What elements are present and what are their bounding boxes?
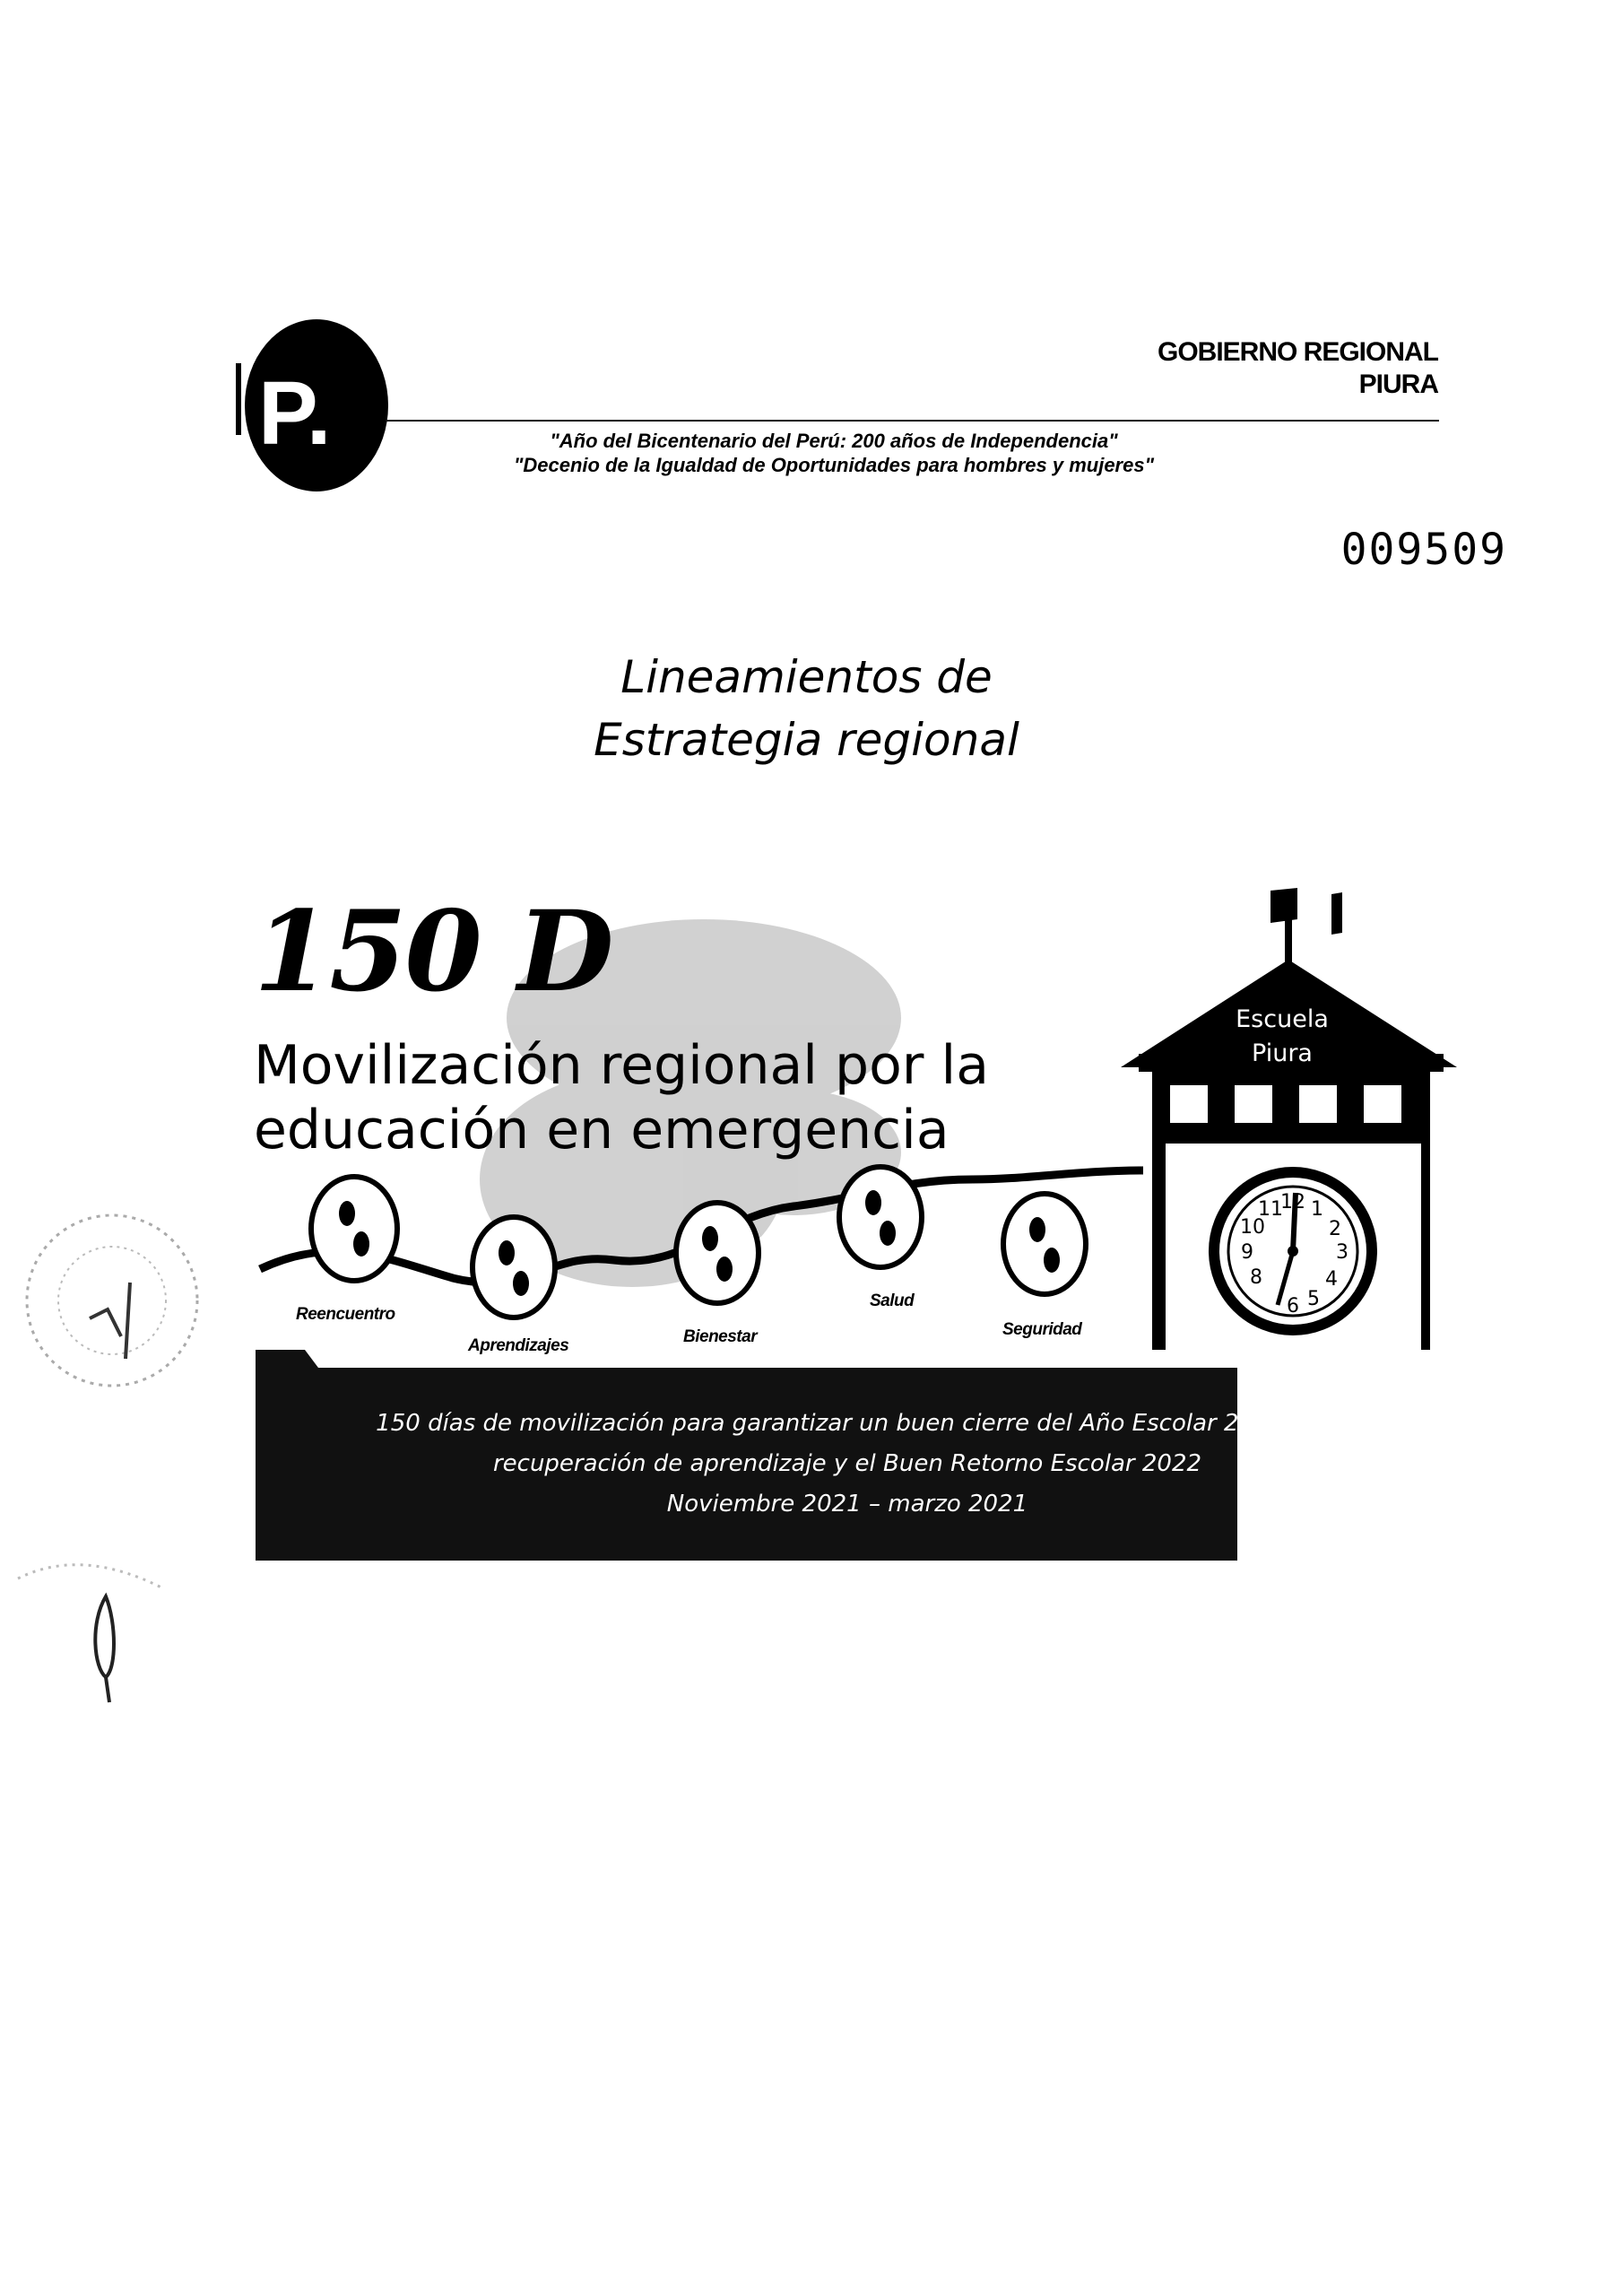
svg-text:12: 12	[1280, 1191, 1305, 1213]
stage-label-reencuentro: Reencuentro	[296, 1305, 395, 1324]
svg-text:11: 11	[1258, 1198, 1283, 1221]
svg-text:9: 9	[1241, 1241, 1253, 1264]
stage-label-salud: Salud	[870, 1292, 915, 1310]
title-line2: Estrategia regional	[594, 714, 1019, 766]
stage-label-bienestar: Bienestar	[683, 1327, 758, 1346]
svg-text:6: 6	[1287, 1295, 1299, 1318]
school-name	[1228, 1003, 1336, 1071]
banner-caption	[260, 1404, 1435, 1525]
stage-label-seguridad: Seguridad	[1002, 1320, 1082, 1339]
svg-text:2: 2	[1329, 1218, 1341, 1240]
subtitle-line1: Movilización regional por la	[254, 1034, 989, 1097]
caption-line3: Noviembre 2021 – marzo 2021	[666, 1491, 1028, 1518]
gov-line1: GOBIERNO REGIONAL	[1157, 337, 1438, 367]
signature-stamp	[0, 1543, 179, 1704]
banner-subtitle	[254, 1033, 989, 1162]
banner-big-title: 150 D	[254, 887, 612, 1017]
motto-1: "Año del Bicentenario del Perú: 200 años de Independencia"	[550, 430, 1118, 452]
caption-line1: 150 días de movilización para garantizar un buen cierre del Año Escolar 2021, la	[376, 1410, 1319, 1437]
svg-text:5: 5	[1307, 1288, 1320, 1310]
svg-text:3: 3	[1336, 1241, 1349, 1264]
gobierno-regional-heading	[1158, 336, 1438, 401]
school-line1: Escuela	[1236, 1005, 1329, 1033]
svg-text:10: 10	[1240, 1216, 1265, 1239]
header-mottos	[386, 429, 1282, 477]
svg-text:4: 4	[1325, 1268, 1338, 1291]
page-title	[0, 646, 1613, 771]
gobierno-regional-logo	[231, 318, 389, 493]
stage-label-aprendizajes: Aprendizajes	[468, 1336, 569, 1355]
logo-letter: P.	[258, 363, 332, 464]
title-line1: Lineamientos de	[620, 651, 993, 703]
motto-2: "Decenio de la Igualdad de Oportunidades para hombres y mujeres"	[513, 454, 1155, 476]
official-seal-stamp	[4, 1211, 211, 1399]
svg-text:8: 8	[1250, 1266, 1262, 1289]
clock-icon	[1214, 1172, 1372, 1330]
gov-line2: PIURA	[1358, 370, 1438, 399]
school-line2: Piura	[1252, 1039, 1313, 1067]
header-rule	[386, 420, 1439, 422]
document-number: 009509	[1340, 525, 1507, 575]
svg-text:1: 1	[1311, 1198, 1323, 1221]
caption-line2: recuperación de aprendizaje y el Buen Retorno Escolar 2022	[492, 1450, 1202, 1477]
subtitle-line2: educación en emergencia	[254, 1099, 950, 1161]
